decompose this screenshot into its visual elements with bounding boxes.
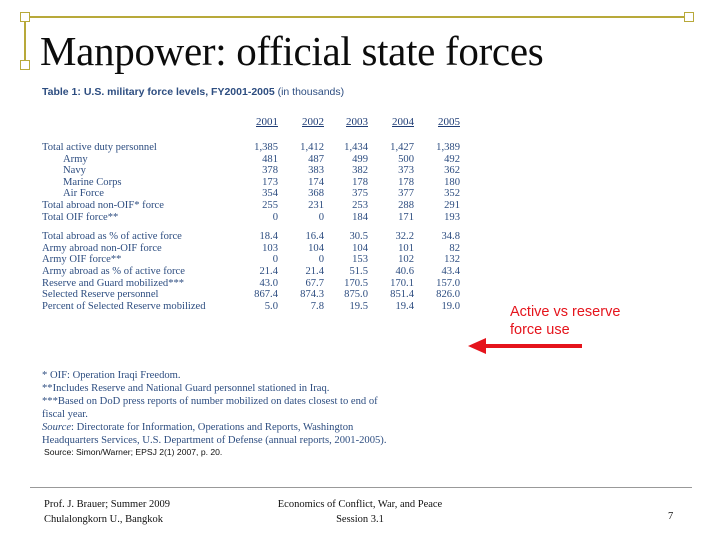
- year-header: 2005: [438, 116, 460, 128]
- row-label: Reserve and Guard mobilized***: [42, 277, 185, 289]
- table-cell: 1,389: [436, 142, 460, 153]
- footnote-headquarters: Headquarters Services, U.S. Department of Defense (annual reports, 2001-2005).: [42, 435, 387, 446]
- table-cell: 102: [398, 254, 414, 266]
- table-cell: 103: [262, 242, 278, 254]
- table-cell: 51.5: [349, 266, 368, 277]
- table-cell: 492: [444, 153, 460, 165]
- table-cell: 867.4: [254, 289, 278, 301]
- table-cell: 5.0: [264, 300, 278, 312]
- table-cell: 0: [318, 254, 324, 266]
- table-cell: 382: [352, 165, 368, 177]
- table-cell: 180: [444, 176, 460, 188]
- table-cell: 875.0: [344, 289, 368, 301]
- row-label: Marine Corps: [63, 176, 122, 188]
- footer-institution: Chulalongkorn U., Bangkok: [44, 514, 163, 525]
- footnote-oif: * OIF: Operation Iraqi Freedom.: [42, 370, 181, 381]
- table-cell: 291: [444, 200, 460, 211]
- annotation-line-2: force use: [510, 322, 570, 338]
- table-cell: 0: [272, 211, 278, 223]
- row-label: Army OIF force**: [42, 254, 122, 266]
- table-cell: 67.7: [305, 277, 324, 289]
- year-header: 2004: [392, 116, 414, 128]
- table-cell: 7.8: [310, 300, 324, 312]
- page-number: 7: [668, 511, 674, 522]
- corner-square-top-right: [684, 12, 694, 22]
- footnote-source-label: Source: [42, 422, 72, 433]
- table-cell: 362: [444, 165, 460, 177]
- table-cell: 499: [352, 153, 368, 165]
- footer-divider: [30, 487, 692, 488]
- table-cell: 193: [444, 211, 460, 223]
- force-levels-table: [38, 86, 478, 458]
- table-cell: 874.3: [300, 289, 324, 301]
- footer-session: Session 3.1: [336, 514, 384, 525]
- footer-author: Prof. J. Brauer; Summer 2009: [44, 499, 170, 510]
- footer-left: [44, 497, 170, 527]
- slide-title: Manpower: official state forces: [40, 28, 544, 74]
- footnote-based-on: ***Based on DoD press reports of number mobilized on dates closest to end of: [42, 396, 378, 407]
- table-cell: 19.5: [349, 300, 368, 312]
- table-cell: 1,434: [344, 142, 368, 153]
- table-title: [42, 86, 344, 98]
- table-cell: 0: [272, 254, 278, 266]
- table-cell: 373: [398, 165, 414, 177]
- table-cell: 178: [398, 176, 414, 188]
- table-cell: 1,412: [300, 142, 324, 153]
- footer-center: [240, 497, 480, 527]
- table-cell: 383: [308, 165, 324, 177]
- table-cell: 173: [262, 176, 278, 188]
- table-cell: 82: [449, 242, 460, 254]
- table-cell: 231: [308, 200, 324, 211]
- table-cell: 34.8: [441, 231, 460, 243]
- table-cell: 170.1: [390, 277, 414, 289]
- row-label: Total abroad non-OIF* force: [42, 200, 164, 211]
- annotation-text: [510, 303, 660, 339]
- footnote-source-text: : Directorate for Information, Operations and Reports, Washington: [71, 422, 354, 433]
- row-label: Air Force: [63, 188, 104, 200]
- table-cell: 487: [308, 153, 324, 165]
- row-label: Army: [63, 153, 88, 165]
- table-title-rest: (in thousands): [274, 86, 345, 98]
- table-cell: 104: [352, 242, 368, 254]
- table-cell: 171: [398, 211, 414, 223]
- slide-source: Source: Simon/Warner; EPSJ 2(1) 2007, p. 20.: [44, 447, 223, 457]
- table-title-bold: Table 1: U.S. military force levels, FY2001-2005: [42, 86, 275, 98]
- footer-course: Economics of Conflict, War, and Peace: [277, 499, 443, 510]
- year-header: 2003: [346, 116, 368, 128]
- table-cell: 378: [262, 165, 278, 177]
- footnote-includes: **Includes Reserve and National Guard personnel stationed in Iraq.: [42, 383, 330, 394]
- table-cell: 481: [262, 153, 278, 165]
- table-cell: 18.4: [259, 231, 278, 243]
- table-cell: 0: [318, 211, 324, 223]
- table-cell: 157.0: [436, 277, 460, 289]
- table-cell: 153: [352, 254, 368, 266]
- table-cell: 30.5: [349, 231, 368, 243]
- row-label: Navy: [63, 165, 86, 177]
- table-cell: 255: [262, 200, 278, 211]
- row-label: Percent of Selected Reserve mobilized: [42, 300, 206, 312]
- table-cell: 377: [398, 188, 414, 200]
- table-cell: 21.4: [259, 266, 278, 277]
- table-cell: 43.4: [441, 266, 460, 277]
- table-cell: 32.2: [395, 231, 414, 243]
- left-rule: [24, 16, 26, 64]
- table-cell: 1,385: [254, 142, 278, 153]
- row-label: Total OIF force**: [42, 211, 119, 223]
- year-header: 2001: [256, 116, 278, 128]
- table-cell: 500: [398, 153, 414, 165]
- table-cell: 40.6: [395, 266, 414, 277]
- table-cell: 178: [352, 176, 368, 188]
- table-cell: 101: [398, 242, 414, 254]
- table-cell: 253: [352, 200, 368, 211]
- table-cell: 43.0: [259, 277, 278, 289]
- table-cell: 375: [352, 188, 368, 200]
- table-cell: 826.0: [436, 289, 460, 301]
- table-cell: 352: [444, 188, 460, 200]
- top-rule: [24, 16, 688, 18]
- table-cell: 174: [308, 176, 324, 188]
- row-label: Total active duty personnel: [42, 142, 157, 153]
- row-label: Army abroad non-OIF force: [42, 242, 162, 254]
- table-cell: 851.4: [390, 289, 414, 301]
- corner-square-top-left: [20, 12, 30, 22]
- table-cell: 1,427: [390, 142, 414, 153]
- footnote-source: [42, 422, 353, 433]
- year-header: 2002: [302, 116, 324, 128]
- corner-square-left-lower: [20, 60, 30, 70]
- annotation-arrow: [466, 336, 586, 356]
- table-cell: 354: [262, 188, 278, 200]
- table-cell: 19.4: [395, 300, 414, 312]
- table-cell: 170.5: [344, 277, 368, 289]
- annotation-line-1: Active vs reserve: [510, 304, 621, 320]
- table-cell: 132: [444, 254, 460, 266]
- table-cell: 19.0: [441, 300, 460, 312]
- row-label: Army abroad as % of active force: [42, 266, 185, 277]
- table-cell: 21.4: [305, 266, 324, 277]
- table-cell: 104: [308, 242, 324, 254]
- row-label: Selected Reserve personnel: [42, 289, 159, 301]
- table-cell: 184: [352, 211, 368, 223]
- table-cell: 288: [398, 200, 414, 211]
- footnote-fiscal-year: fiscal year.: [42, 409, 88, 420]
- row-label: Total abroad as % of active force: [42, 231, 182, 243]
- table-cell: 368: [308, 188, 324, 200]
- table-cell: 16.4: [305, 231, 324, 243]
